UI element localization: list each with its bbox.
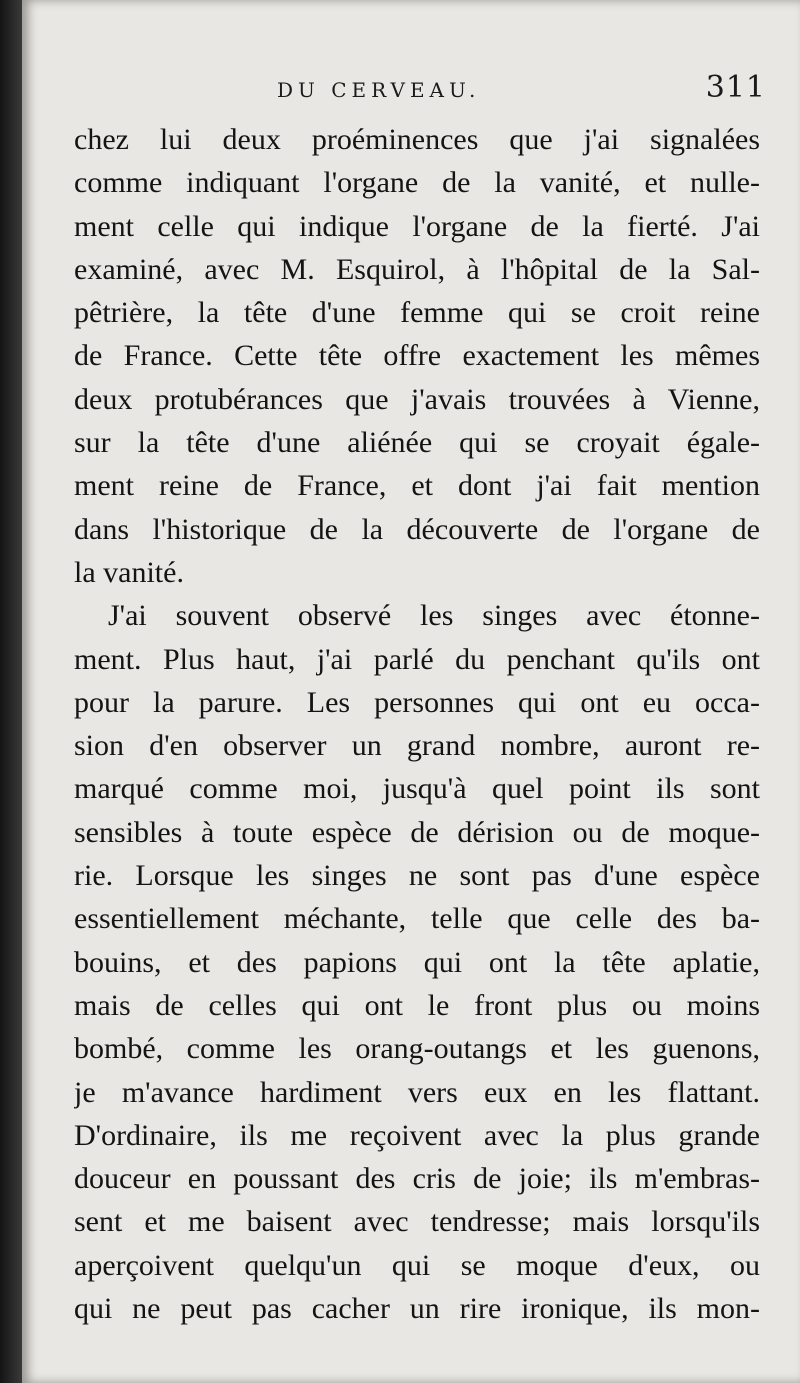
text-line: sent et me baisent avec tendresse; mais lorsqu'ils (74, 1205, 760, 1239)
page-header (22, 70, 800, 110)
running-title: DU CERVEAU. (277, 78, 481, 102)
text-line: chez lui deux proéminences que j'ai signalées (74, 123, 760, 156)
paragraph-2 (74, 594, 760, 1330)
text-line: bombé, comme les orang-outangs et les guenons, (74, 1032, 760, 1066)
text-line: pêtrière, la tête d'une femme qui se croit reine (74, 296, 760, 330)
text-line: comme indiquant l'organe de la vanité, et nulle- (74, 166, 760, 200)
page-gutter-shadow (0, 0, 22, 1383)
text-line: sensibles à toute espèce de dérision ou de moque- (74, 815, 760, 849)
text-line: pour la parure. Les personnes qui ont eu occa- (74, 685, 760, 719)
text-line: la vanité. (74, 555, 184, 589)
text-line: qui ne peut pas cacher un rire ironique, ils mon- (74, 1292, 760, 1326)
text-line: ment. Plus haut, j'ai parlé du penchant qu'ils ont (74, 642, 760, 676)
text-line: sion d'en observer un grand nombre, auront re- (74, 729, 760, 763)
text-line: aperçoivent quelqu'un qui se moque d'eux, ou (74, 1248, 760, 1282)
body-text (74, 118, 760, 1330)
text-line: je m'avance hardiment vers eux en les flattant. (74, 1075, 760, 1109)
text-line: bouins, et des papions qui ont la tête aplatie, (74, 945, 760, 979)
text-line: marqué comme moi, jusqu'à quel point ils sont (74, 772, 760, 806)
text-line: examiné, avec M. Esquirol, à l'hôpital de la Sal- (74, 252, 760, 286)
text-line: ment reine de France, et dont j'ai fait mention (74, 469, 760, 503)
text-line: essentiellement méchante, telle que celle des ba- (74, 902, 760, 936)
text-line: ment celle qui indique l'organe de la fierté. J'ai (74, 209, 760, 243)
paragraph-1 (74, 118, 760, 594)
text-line: de France. Cette tête offre exactement les mêmes (74, 339, 760, 373)
text-line: J'ai souvent observé les singes avec étonne- (108, 599, 760, 633)
page-number: 311 (705, 70, 766, 105)
text-line: mais de celles qui ont le front plus ou moins (74, 988, 760, 1022)
text-line: dans l'historique de la découverte de l'organe de (74, 512, 760, 546)
text-line: sur la tête d'une aliénée qui se croyait égale- (74, 426, 760, 460)
text-line: douceur en poussant des cris de joie; ils m'embras- (74, 1162, 760, 1196)
book-page (22, 0, 800, 1383)
text-line: D'ordinaire, ils me reçoivent avec la plus grande (74, 1118, 760, 1152)
text-line: deux protubérances que j'avais trouvées à Vienne, (74, 382, 760, 416)
text-line: rie. Lorsque les singes ne sont pas d'une espèce (74, 859, 760, 893)
